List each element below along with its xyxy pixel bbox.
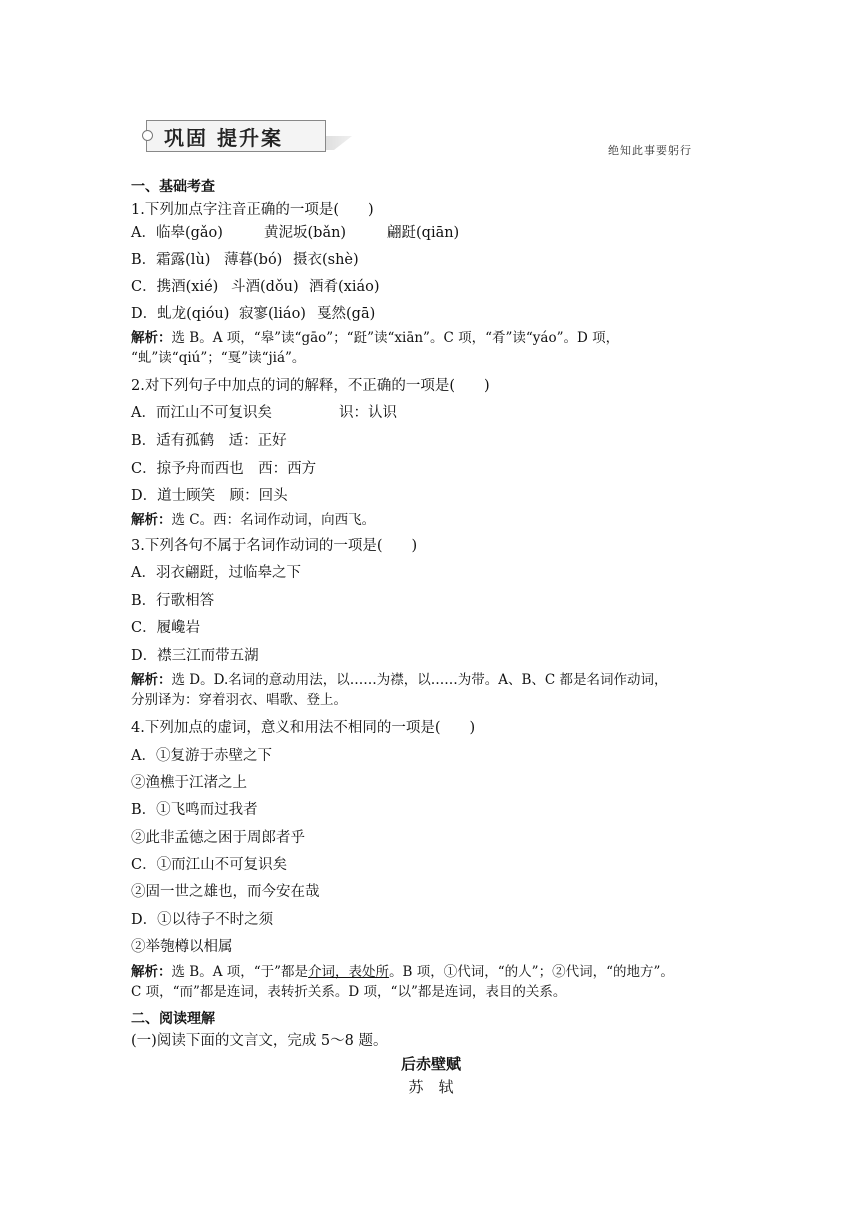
q4-stem: 4.下列加点的虚词，意义和用法不相同的一项是( ) bbox=[131, 720, 476, 736]
answer-label: 解析： bbox=[131, 512, 172, 528]
q2-option-a bbox=[131, 401, 397, 422]
motto: 绝知此事要躬行 bbox=[608, 144, 692, 157]
q2-option-b: B．适有孤鹤 适：正好 bbox=[131, 433, 287, 449]
q4-answer-pre: 选 B。A 项，“于”都是 bbox=[171, 964, 309, 980]
answer-label: 解析： bbox=[131, 964, 172, 980]
section-banner bbox=[142, 118, 362, 158]
q4-answer-line2: C 项，“而”都是连词，表转折关系。D 项，“以”都是连词，表目的关系。 bbox=[131, 984, 567, 1000]
q3-option-d: D．襟三江而带五湖 bbox=[131, 648, 259, 664]
passage-title: 后赤壁赋 bbox=[400, 1055, 461, 1073]
q3-stem: 3.下列各句不属于名词作动词的一项是( ) bbox=[131, 538, 418, 554]
q4-answer-underlined: 介词，表处所 bbox=[308, 964, 390, 980]
q1-b2: 薄暮(bó) bbox=[224, 252, 283, 268]
q1-d1: D．虬龙(qióu) bbox=[131, 306, 230, 322]
q2-answer-text: 选 C。西：名词作动词，向西飞。 bbox=[171, 512, 376, 528]
q2-a-note: 识：认识 bbox=[339, 405, 397, 421]
q4-option-c2: ②固一世之雄也，而今安在哉 bbox=[131, 884, 320, 900]
q4-answer bbox=[131, 962, 731, 1002]
q2-answer bbox=[131, 510, 731, 530]
q1-c1: C．携酒(xié) bbox=[131, 279, 219, 295]
q3-option-b: B．行歌相答 bbox=[131, 593, 215, 609]
banner-dot-icon bbox=[142, 130, 153, 141]
q4-option-a1: A．①复游于赤壁之下 bbox=[131, 748, 272, 764]
answer-label: 解析： bbox=[131, 672, 172, 688]
q3-answer-line2: 分别译为：穿着羽衣、唱歌、登上。 bbox=[131, 692, 347, 708]
section-title-basic: 一、基础考查 bbox=[131, 179, 215, 195]
q4-option-a2: ②渔樵于江渚之上 bbox=[131, 775, 247, 791]
q1-d2: 寂寥(liáo) bbox=[239, 306, 306, 322]
section-title-reading: 二、阅读理解 bbox=[131, 1011, 215, 1027]
q2-option-d: D．道士顾笑 顾：回头 bbox=[131, 488, 288, 504]
q1-option-c bbox=[131, 275, 380, 296]
q1-option-a bbox=[131, 221, 460, 242]
q3-option-c: C．履巉岩 bbox=[131, 620, 201, 636]
q1-c3: 酒肴(xiáo) bbox=[309, 279, 380, 295]
q1-answer bbox=[131, 328, 731, 368]
q4-option-b1: B．①飞鸣而过我者 bbox=[131, 802, 258, 818]
q4-option-b2: ②此非孟德之困于周郎者乎 bbox=[131, 830, 305, 846]
q1-a1: A．临皋(gǎo) bbox=[131, 225, 223, 241]
q1-option-d bbox=[131, 302, 376, 323]
q1-b3: 摄衣(shè) bbox=[293, 252, 359, 268]
q3-answer bbox=[131, 670, 731, 710]
q4-option-d1: D．①以待子不时之须 bbox=[131, 912, 274, 928]
q4-option-c1: C．①而江山不可复识矣 bbox=[131, 857, 288, 873]
q2-option-c: C．掠予舟而西也 西：西方 bbox=[131, 461, 317, 477]
q1-a2: 黄泥坂(bǎn) bbox=[264, 225, 347, 241]
q1-stem: 1.下列加点字注音正确的一项是( ) bbox=[131, 202, 374, 218]
q4-option-d2: ②举匏樽以相属 bbox=[131, 939, 233, 955]
banner-title: 巩固 提升案 bbox=[164, 126, 283, 150]
q1-a3: 翩跹(qiān) bbox=[387, 225, 460, 241]
q3-option-a: A．羽衣翩跹，过临皋之下 bbox=[131, 565, 301, 581]
reading-intro: (一)阅读下面的文言文，完成 5～8 题。 bbox=[131, 1033, 388, 1049]
answer-label: 解析： bbox=[131, 330, 172, 346]
passage-author: 苏 轼 bbox=[408, 1078, 454, 1096]
q1-b1: B．霜露(lù) bbox=[131, 252, 211, 268]
q1-option-b bbox=[131, 248, 359, 269]
q1-answer-line1: 选 B。A 项，“皋”读“gāo”；“跹”读“xiān”。C 项，“肴”读“yáo”。D 项， bbox=[171, 330, 620, 346]
q1-answer-line2: “虬”读“qiú”；“戛”读“jiá”。 bbox=[131, 350, 306, 366]
q2-a: A．而江山不可复识矣 bbox=[131, 405, 272, 421]
q1-d3: 戛然(gā) bbox=[317, 306, 376, 322]
q2-stem: 2.对下列句子中加点的词的解释，不正确的一项是( ) bbox=[131, 378, 490, 394]
q3-answer-line1: 选 D。D.名词的意动用法，以……为襟，以……为带。A、B、C 都是名词作动词， bbox=[171, 672, 668, 688]
q1-c2: 斗酒(dǒu) bbox=[231, 279, 299, 295]
q4-answer-post: 。B 项，①代词，“的人”；②代词，“的地方”。 bbox=[389, 964, 674, 980]
